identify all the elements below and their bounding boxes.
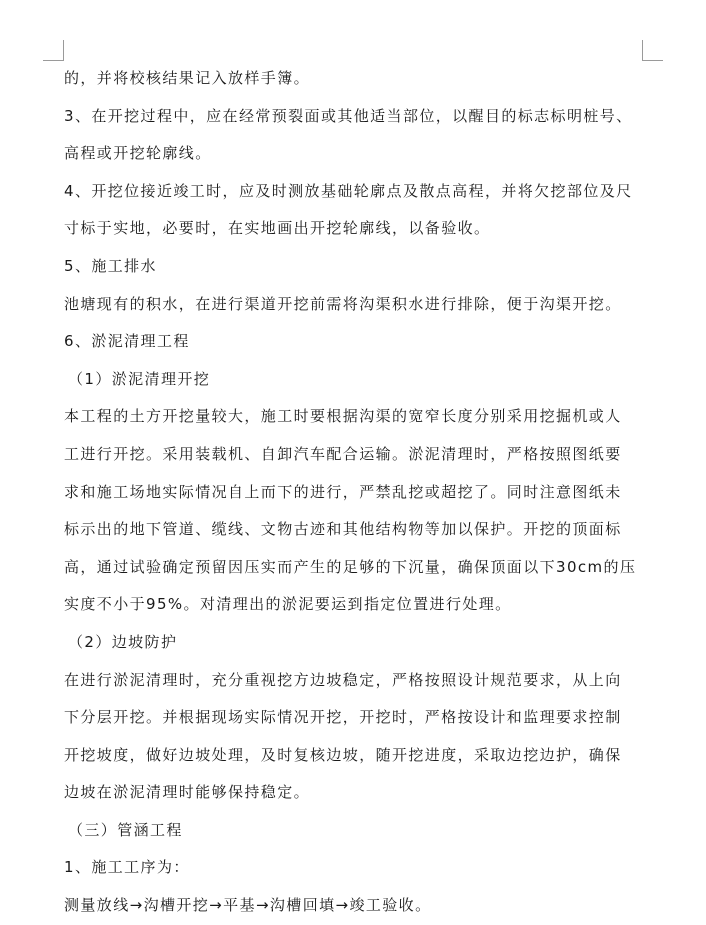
subsection-heading: （2）边坡防护 [68, 632, 178, 651]
subsection-heading: （1）淤泥清理开挖 [68, 369, 211, 388]
text-line: 下分层开挖。并根据现场实际情况开挖，开挖时，严格按设计和监理要求控制 [64, 708, 622, 727]
section-heading: 6、淤泥清理工程 [64, 332, 190, 351]
text-line: 池塘现有的积水，在进行渠道开挖前需将沟渠积水进行排除，便于沟渠开挖。 [64, 294, 622, 313]
text-line: 工进行开挖。采用装载机、自卸汽车配合运输。淤泥清理时，严格按照图纸要 [64, 444, 622, 463]
crop-mark-top-left [43, 40, 64, 61]
text-line: 3、在开挖过程中，应在经常预裂面或其他适当部位，以醒目的标志标明桩号、 [64, 106, 633, 125]
text-line: 寸标于实地，必要时，在实地画出开挖轮廓线，以备验收。 [64, 219, 491, 238]
text-line: 高，通过试验确定预留因压实而产生的足够的下沉量，确保顶面以下30cm的压 [64, 557, 637, 576]
text-line: 开挖坡度，做好边坡处理，及时复核边坡，随开挖进度，采取边挖边护，确保 [64, 745, 622, 764]
text-line: 实度不小于95%。对清理出的淤泥要运到指定位置进行处理。 [64, 595, 512, 614]
document-body [64, 60, 654, 925]
chapter-heading: （三）管涵工程 [68, 820, 183, 839]
text-line: 高程或开挖轮廓线。 [64, 144, 212, 163]
text-line: 标示出的地下管道、缆线、文物古迹和其他结构物等加以保护。开挖的顶面标 [64, 520, 622, 539]
crop-mark-top-right [642, 40, 663, 61]
section-heading: 5、施工排水 [64, 256, 157, 275]
text-line: 测量放线→沟槽开挖→平基→沟槽回填→竣工验收。 [64, 896, 432, 915]
text-line: 在进行淤泥清理时，充分重视挖方边坡稳定，严格按照设计规范要求，从上向 [64, 670, 622, 689]
text-line: 的，并将校核结果记入放样手簿。 [64, 69, 311, 87]
text-line: 求和施工场地实际情况自上而下的进行，严禁乱挖或超挖了。同时注意图纸未 [64, 482, 622, 501]
text-line: 4、开挖位接近竣工时，应及时测放基础轮廓点及散点高程，并将欠挖部位及尺 [64, 181, 633, 200]
text-line: 边坡在淤泥清理时能够保持稳定。 [64, 783, 311, 802]
section-heading: 1、施工工序为： [64, 858, 190, 877]
text-line: 本工程的土方开挖量较大，施工时要根据沟渠的宽窄长度分别采用挖掘机或人 [64, 407, 622, 426]
